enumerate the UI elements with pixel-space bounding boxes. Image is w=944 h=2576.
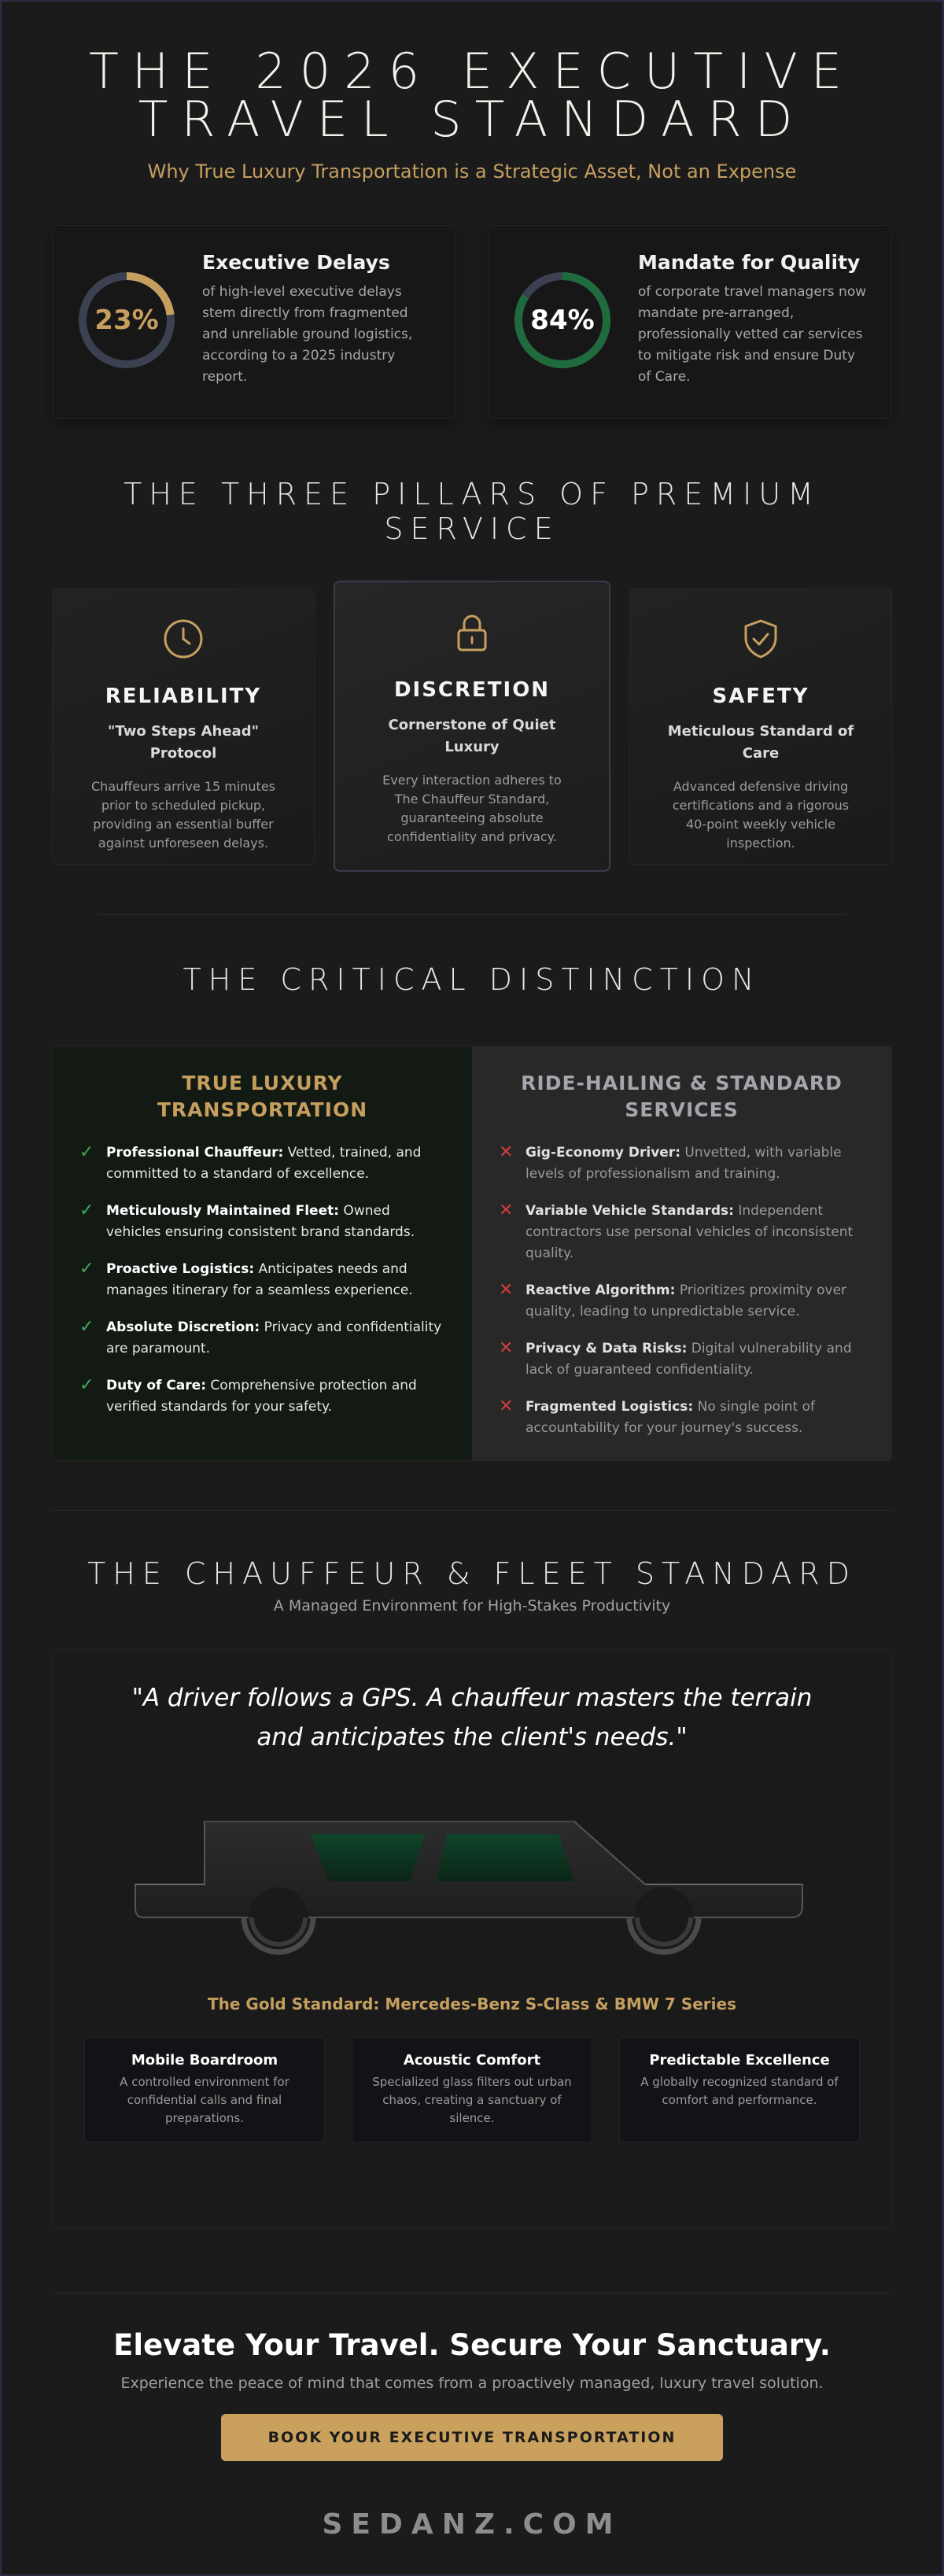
check-icon: ✓ bbox=[79, 1259, 94, 1279]
check-icon: ✓ bbox=[79, 1375, 94, 1395]
list-item-label: Proactive Logistics: bbox=[106, 1261, 255, 1277]
list-item bbox=[79, 1317, 445, 1360]
feature-title: Mobile Boardroom bbox=[131, 2052, 278, 2069]
feature-desc: A globally recognized standard of comfort and performance. bbox=[640, 2075, 839, 2107]
shield-check-icon bbox=[739, 617, 783, 661]
list-item bbox=[79, 1375, 445, 1418]
list-item-label: Gig-Economy Driver: bbox=[525, 1145, 680, 1161]
list-item-label: Meticulously Maintained Fleet: bbox=[106, 1203, 340, 1219]
feature-card-acoustic bbox=[352, 2037, 592, 2142]
stat-ring-quality bbox=[512, 270, 613, 371]
hero bbox=[52, 2, 892, 183]
list-item-text: Absolute Discretion: Privacy and confidentiality are paramount. bbox=[106, 1319, 442, 1356]
fleet-subtitle: A Managed Environment for High-Stakes Productivity bbox=[273, 1597, 671, 1615]
luxury-list bbox=[79, 1142, 445, 1418]
list-item bbox=[499, 1280, 865, 1323]
cross-icon: ✕ bbox=[499, 1280, 514, 1300]
list-item-label: Duty of Care: bbox=[106, 1378, 206, 1393]
list-item-text: Variable Vehicle Standards: Independent contractors use personal vehicles of inconsistent quality. bbox=[525, 1203, 854, 1261]
stat-ring-delays bbox=[76, 270, 177, 371]
stats-section bbox=[52, 225, 892, 419]
list-item bbox=[499, 1142, 865, 1185]
comparison-table bbox=[52, 1046, 892, 1461]
feature-title: Predictable Excellence bbox=[649, 2052, 830, 2069]
page-title-line-2: TRAVEL STANDARD bbox=[138, 90, 806, 148]
cross-icon: ✕ bbox=[499, 1142, 514, 1162]
pillar-safety bbox=[629, 588, 892, 865]
stat-desc-delays: of high-level executive delays stem directly from fragmented and unreliable ground logistics, according to a 2025 industry report. bbox=[202, 284, 413, 385]
pillar-desc: Chauffeurs arrive 15 minutes prior to scheduled pickup, providing an essential buffer against unforeseen delays. bbox=[91, 779, 275, 851]
list-item-text: Duty of Care: Comprehensive protection and verified standards for your safety. bbox=[106, 1378, 417, 1415]
pillars-section bbox=[52, 477, 892, 872]
distinction-section bbox=[52, 962, 892, 1461]
distinction-title: THE CRITICAL DISTINCTION bbox=[183, 962, 761, 997]
standard-list bbox=[499, 1142, 865, 1439]
list-item-label: Variable Vehicle Standards: bbox=[525, 1203, 734, 1219]
stat-title-delays: Executive Delays bbox=[202, 251, 390, 274]
cta-title: Elevate Your Travel. Secure Your Sanctuary. bbox=[113, 2328, 831, 2362]
list-item bbox=[499, 1338, 865, 1381]
cross-icon: ✕ bbox=[499, 1338, 514, 1358]
feature-title: Acoustic Comfort bbox=[403, 2052, 541, 2069]
section-divider bbox=[99, 914, 845, 915]
cross-icon: ✕ bbox=[499, 1397, 514, 1416]
section-divider bbox=[52, 1510, 892, 1511]
check-icon: ✓ bbox=[79, 1142, 94, 1162]
list-item-text: Proactive Logistics: Anticipates needs and manages itinerary for a seamless experience. bbox=[106, 1261, 413, 1298]
fleet-section bbox=[52, 1556, 892, 2228]
stat-card-delays bbox=[52, 225, 456, 419]
list-item bbox=[79, 1259, 445, 1301]
cta-section bbox=[52, 2328, 892, 2541]
cross-icon: ✕ bbox=[499, 1201, 514, 1220]
list-item-label: Absolute Discretion: bbox=[106, 1319, 260, 1335]
list-item-label: Professional Chauffeur: bbox=[106, 1145, 284, 1161]
page-title-line-1: THE 2026 EXECUTIVE bbox=[88, 42, 856, 100]
stat-value-delays: 23% bbox=[94, 304, 159, 336]
feature-desc: A controlled environment for confidential calls and final preparations. bbox=[120, 2075, 289, 2125]
list-item bbox=[499, 1397, 865, 1439]
page-title bbox=[52, 42, 892, 148]
pillars-title: THE THREE PILLARS OF PREMIUM SERVICE bbox=[124, 477, 820, 546]
stat-title-quality: Mandate for Quality bbox=[638, 251, 861, 274]
fleet-panel bbox=[52, 1649, 892, 2228]
feature-desc: Specialized glass filters out urban chaos, creating a sanctuary of silence. bbox=[372, 2075, 572, 2125]
pillar-reliability bbox=[52, 588, 315, 865]
brand-logo: SEDANZ.COM bbox=[322, 2508, 622, 2541]
pillar-title: DISCRETION bbox=[393, 678, 551, 702]
list-item-text: Professional Chauffeur: Vetted, trained, and committed to a standard of excellence. bbox=[106, 1145, 422, 1182]
list-item-text: Privacy & Data Risks: Digital vulnerability and lack of guaranteed confidentiality. bbox=[525, 1341, 852, 1378]
list-item bbox=[499, 1201, 865, 1264]
pillar-title: SAFETY bbox=[712, 685, 809, 708]
limousine-icon bbox=[134, 1812, 810, 1962]
pillar-title: RELIABILITY bbox=[105, 685, 262, 708]
standard-column bbox=[472, 1046, 891, 1460]
section-divider bbox=[52, 2293, 892, 2294]
list-item bbox=[79, 1142, 445, 1185]
stat-card-quality bbox=[488, 225, 892, 419]
stat-value-quality: 84% bbox=[530, 304, 595, 336]
fleet-gold-label: The Gold Standard: Mercedes-Benz S-Class & BMW 7 Series bbox=[208, 1995, 736, 2013]
list-item-label: Fragmented Logistics: bbox=[525, 1399, 694, 1415]
list-item-text: Gig-Economy Driver: Unvetted, with variable levels of professionalism and training. bbox=[525, 1145, 842, 1182]
pillar-subtitle: "Two Steps Ahead" Protocol bbox=[108, 723, 259, 762]
pillar-discretion bbox=[334, 581, 610, 872]
list-item bbox=[79, 1201, 445, 1243]
chauffeur-quote: "A driver follows a GPS. A chauffeur masters the terrain and anticipates the client's needs." bbox=[131, 1684, 813, 1751]
standard-heading: RIDE-HAILING & STANDARD SERVICES bbox=[521, 1072, 843, 1121]
pillar-desc: Advanced defensive driving certifications and a rigorous 40-point weekly vehicle inspection. bbox=[672, 779, 850, 851]
pillar-subtitle: Meticulous Standard of Care bbox=[667, 723, 854, 762]
luxury-column bbox=[53, 1046, 472, 1460]
check-icon: ✓ bbox=[79, 1201, 94, 1220]
pillar-desc: Every interaction adheres to The Chauffeur Standard, guaranteeing absolute confidentiality and privacy. bbox=[382, 773, 562, 844]
list-item-text: Reactive Algorithm: Prioritizes proximity over quality, leading to unpredictable service. bbox=[525, 1282, 847, 1319]
list-item-text: Fragmented Logistics: No single point of accountability for your journey's success. bbox=[525, 1399, 816, 1436]
list-item-label: Reactive Algorithm: bbox=[525, 1282, 676, 1298]
pillar-subtitle: Cornerstone of Quiet Luxury bbox=[388, 717, 556, 755]
page-subtitle: Why True Luxury Transportation is a Strategic Asset, Not an Expense bbox=[147, 161, 797, 183]
list-item-text: Meticulously Maintained Fleet: Owned vehicles ensuring consistent brand standards. bbox=[106, 1203, 415, 1240]
luxury-heading: TRUE LUXURY TRANSPORTATION bbox=[157, 1072, 368, 1121]
stat-desc-quality: of corporate travel managers now mandate pre-arranged, professionally vetted car services to mitigate risk and ensure Duty of Care. bbox=[638, 284, 867, 385]
lock-icon bbox=[450, 611, 494, 655]
feature-card-excellence bbox=[619, 2037, 860, 2142]
check-icon: ✓ bbox=[79, 1317, 94, 1337]
feature-card-boardroom bbox=[84, 2037, 325, 2142]
cta-subtitle: Experience the peace of mind that comes from a proactively managed, luxury travel solution. bbox=[120, 2375, 824, 2392]
list-item-label: Privacy & Data Risks: bbox=[525, 1341, 688, 1356]
clock-icon bbox=[161, 617, 205, 661]
fleet-title: THE CHAUFFEUR & FLEET STANDARD bbox=[87, 1556, 857, 1591]
book-transportation-button[interactable]: BOOK YOUR EXECUTIVE TRANSPORTATION bbox=[221, 2414, 723, 2461]
